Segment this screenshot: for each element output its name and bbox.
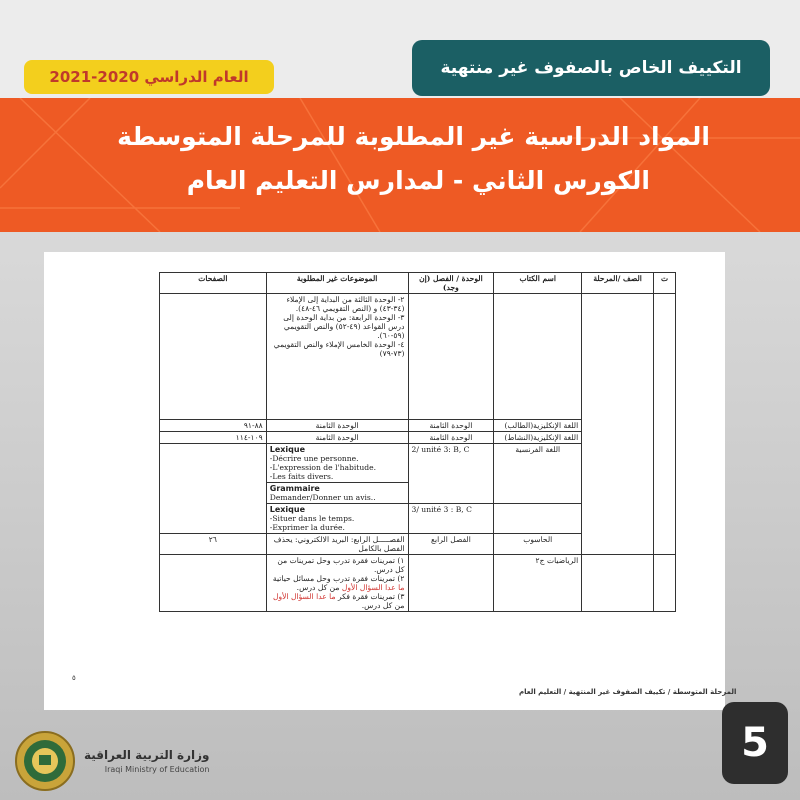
table-row: الرياضيات ج٢ ١) تمرينات فقرة تدرب وحل تمرينات من كل درس. ٢) تمرينات فقرة تدرب وحل مسائل حياتية ما عدا السؤال الأول من كل درس. ٣) تمرينات فقرة فكر ما عدا السؤال الأول من كل درس. [160, 555, 676, 612]
topics-cell: ٢- الوحدة الثالثة من البداية إلى الإملاء (٣٤-٤٣) و (النص التقويمي ٤٦-٤٨). ٣- الوحدة الرابعة: من بداية الوحدة إلى درس القواعد (٤٩-٥٢) والنص التقويمي (٥٩-٦٠). ٤- الوحدة الخامس الإملاء والنص التقويمي (٧٣-٧٩) [266, 294, 408, 420]
math-topics-cell: ١) تمرينات فقرة تدرب وحل تمرينات من كل درس. ٢) تمرينات فقرة تدرب وحل مسائل حياتية ما عدا السؤال الأول من كل درس. ٣) تمرينات فقرة فكر ما عدا السؤال الأول من كل درس. [266, 555, 408, 612]
table-row: الحاسوب الفصل الرابع الفصـــــل الرابع: البريد الالكتروني: يحذف الفصل بالكامل ٢٦ [160, 534, 676, 555]
col-header: الصف /المرحلة [582, 273, 654, 294]
table-header-row [160, 273, 676, 294]
title-banner [0, 98, 800, 232]
table-row: اللغة الفرنسية 2/ unité 3: B, C Lexique -Décrire une personne. -L'expression de l'habitude. -Les faits divers. [160, 444, 676, 483]
col-header: الموضوعات غير المطلوبة [266, 273, 408, 294]
doc-page-number: ٥ [72, 674, 76, 682]
table-row: اللغة الإنكليزية(النشاط) الوحدة الثامنة الوحدة الثامنة ١٠٩-١١٤ [160, 432, 676, 444]
col-header: ت [654, 273, 676, 294]
topic-tag: التكييف الخاص بالصفوف غير منتهية [412, 40, 770, 96]
document-page [44, 252, 737, 710]
table-row [160, 294, 676, 420]
banner-decoration [0, 98, 800, 232]
ministry-name-ar: وزارة التربية العراقية [84, 748, 210, 762]
table-row: 3/ unité 3 : B, C Lexique -Situer dans le temps. -Exprimer la durée. [160, 504, 676, 534]
ministry-logo [14, 730, 210, 792]
col-header: الصفحات [160, 273, 267, 294]
doc-footer: المرحلة المتوسطة / تكييف الصفوف غير المنتهية / التعليم العام [519, 688, 737, 696]
year-tag: العام الدراسي 2020-2021 [24, 60, 274, 94]
grammaire-cell: Grammaire Demander/Donner un avis.. [266, 483, 408, 504]
table-row: اللغة الإنكليزية(الطالب) الوحدة الثامنة الوحدة الثامنة ٨٨-٩١ [160, 420, 676, 432]
lexique-cell: Lexique -Décrire une personne. -L'expression de l'habitude. -Les faits divers. [266, 444, 408, 483]
page-number-badge: 5 [722, 702, 788, 784]
main-title-line-2: الكورس الثاني - لمدارس التعليم العام [186, 166, 650, 195]
lexique2-cell: Lexique -Situer dans le temps. -Exprimer la durée. [266, 504, 408, 534]
col-header: الوحدة / الفصل (إن وجد) [408, 273, 494, 294]
col-header: اسم الكتاب [494, 273, 582, 294]
subjects-table [159, 272, 676, 612]
ministry-seal-icon [14, 730, 76, 792]
main-title-line-1: المواد الدراسية غير المطلوبة للمرحلة المتوسطة [117, 122, 710, 151]
ministry-name-en: Iraqi Ministry of Education [104, 765, 210, 774]
